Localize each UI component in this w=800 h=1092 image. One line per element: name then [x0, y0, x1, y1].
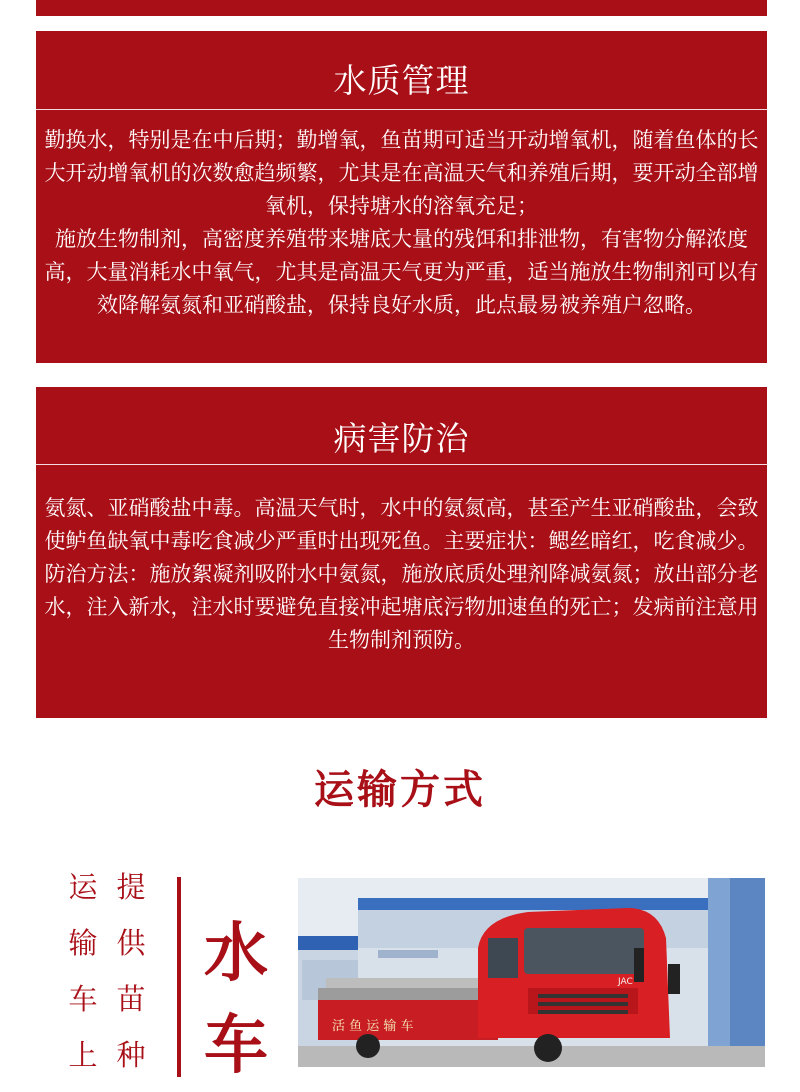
vertical-char: 上: [68, 1038, 98, 1072]
vertical-text-right: [114, 859, 148, 1083]
big-vertical-text: [196, 908, 276, 1092]
big-char: 水: [204, 917, 268, 991]
truck-banner-text: 活 鱼 运 输 车: [332, 1019, 414, 1034]
water-quality-paragraph-1: 勤换水，特别是在中后期；勤增氧，鱼苗期可适当开动增氧机，随着鱼体的长大开动增氧机的次数愈趋频繁，尤其是在高温天气和养殖后期，要开动全部增氧机，保持塘水的溶氧充足；: [44, 128, 759, 218]
vertical-char: 车: [68, 982, 98, 1016]
disease-divider: [36, 464, 767, 465]
vertical-char: 供: [116, 926, 146, 960]
vertical-char: 提: [116, 870, 146, 904]
water-quality-body: [44, 124, 759, 322]
top-red-band: [36, 0, 767, 16]
vertical-text-left: [66, 859, 100, 1083]
vertical-char: 种: [116, 1038, 146, 1072]
disease-panel: [36, 387, 767, 718]
vertical-divider: [177, 877, 181, 1077]
water-quality-title: 水质管理: [333, 61, 470, 100]
disease-title: 病害防治: [333, 419, 470, 458]
vertical-char: 输: [68, 926, 98, 960]
truck-illustration: [298, 878, 765, 1067]
vertical-char: 运: [68, 870, 98, 904]
disease-paragraph-1: 氨氮、亚硝酸盐中毒。高温天气时，水中的氨氮高，甚至产生亚硝酸盐，会致使鲈鱼缺氧中毒吃食减少严重时出现死鱼。主要症状：鳃丝暗红，吃食减少。防治方法：施放絮凝剂吸附水中氨氮，施放底质处理剂降减氨氮；放出部分老水，注入新水，注水时要避免直接冲起塘底污物加速鱼的死亡；发病前注意用生物制剂预防。: [44, 496, 759, 652]
water-quality-paragraph-2: 施放生物制剂，高密度养殖带来塘底大量的残饵和排泄物，有害物分解浓度高，大量消耗水中氧气，尤其是高温天气更为严重，适当施放生物制剂可以有效降解氨氮和亚硝酸盐，保持良好水质，此点最易被养殖户忽略。: [44, 227, 759, 317]
water-quality-divider: [36, 109, 767, 110]
big-char: 车: [204, 1009, 268, 1083]
truck-brand-text: JAC: [618, 977, 633, 987]
transport-title: 运输方式: [314, 767, 486, 813]
vertical-char: 苗: [116, 982, 146, 1016]
fish-transport-truck-photo: [298, 878, 765, 1067]
water-quality-panel: [36, 31, 767, 363]
disease-body: [44, 492, 759, 657]
